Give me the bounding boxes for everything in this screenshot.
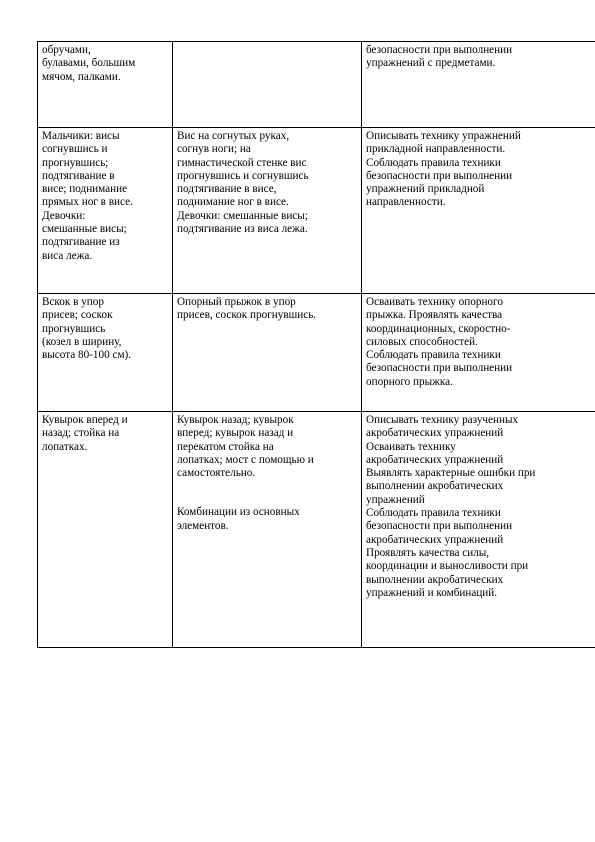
cell-text-line: подтягивание в (42, 169, 115, 182)
table-row (38, 128, 595, 294)
cell-text-line: смешанные висы; (42, 223, 127, 236)
cell-text-line: (козел в ширину, (42, 335, 122, 348)
cell-text-line: прогнувшись (42, 322, 106, 335)
table-cell-exercises (38, 42, 173, 128)
table-cell-content (173, 128, 362, 294)
cell-text-line: булавами, большим (42, 57, 136, 70)
cell-text-line: Кувырок назад; кувырок (177, 414, 294, 426)
cell-text-line: Кувырок вперед и (42, 414, 128, 426)
cell-text-line: безопасности при выполнении (366, 169, 513, 182)
cell-text-line: обручами, (42, 44, 91, 56)
cell-text-line: Опорный прыжок в упор (177, 296, 296, 308)
cell-text-line: безопасности при выполнении (366, 362, 513, 375)
cell-text-line: согнув ноги; на (177, 143, 251, 156)
cell-text-line: Вис на согнутых руках, (177, 130, 290, 142)
cell-text-line: Девочки: смешанные висы; (177, 209, 308, 222)
cell-text-line: координационных, скоростно- (366, 322, 511, 335)
cell-text-line: прямых ног в висе. (42, 196, 133, 209)
cell-text-line: Соблюдать правила техники (366, 156, 501, 169)
cell-text-line: опорного прыжка. (366, 375, 453, 388)
cell-text-line: присев; соскок (42, 309, 113, 322)
cell-text-line: Мальчики: висы (42, 130, 120, 142)
cell-text-line: Описывать технику разученных (366, 414, 519, 426)
cell-text-line: акробатических упражнений (366, 427, 504, 440)
cell-text-line: упражнений (366, 493, 425, 506)
cell-text-line: Соблюдать правила техники (366, 349, 501, 362)
cell-text-line: виса лежа. (42, 249, 93, 262)
table-cell-activities (362, 42, 595, 128)
cell-text-line: элементов. (177, 519, 229, 532)
table-cell-content (173, 294, 362, 412)
table-cell-activities (362, 412, 595, 648)
cell-text-line: Комбинации из основных (177, 506, 300, 519)
paragraph-spacer (177, 480, 357, 506)
cell-text-line: подтягивание из (42, 236, 120, 249)
cell-text-line: акробатических упражнений (366, 453, 504, 466)
cell-text-line: силовых способностей. (366, 335, 478, 348)
table-cell-activities (362, 294, 595, 412)
cell-text-line: вперед; кувырок назад и (177, 427, 294, 440)
cell-text-line: Соблюдать правила техники (366, 507, 501, 520)
cell-text-line: перекатом стойка на (177, 440, 274, 453)
cell-text-line: безопасности при выполнении (366, 44, 513, 56)
cell-text-line: Вскок в упор (42, 296, 104, 308)
cell-text-line: висе; поднимание (42, 183, 128, 196)
cell-text-line: Описывать технику упражнений (366, 130, 521, 142)
cell-text-line: гимнастической стенке вис (177, 156, 307, 169)
cell-text-line: лопатках; мост с помощью и (177, 453, 314, 466)
cell-text-line: прогнувшись; (42, 156, 109, 169)
cell-text-line: согнувшись и (42, 143, 108, 156)
cell-text-line: выполнении акробатических (366, 573, 504, 586)
cell-text-line: Выявлять характерные ошибки при (366, 467, 536, 480)
cell-text-line: поднимание ног в висе. (177, 196, 289, 209)
cell-text-line: координации и выносливости при (366, 560, 529, 573)
cell-text-line: прогнувшись и согнувшись (177, 169, 309, 182)
cell-text-line: упражнений с предметами. (366, 57, 496, 70)
cell-text-line: Осваивать технику (366, 440, 456, 453)
table-cell-content (173, 42, 362, 128)
cell-text-line: назад; стойка на (42, 427, 120, 440)
curriculum-table (37, 41, 595, 648)
table-row (38, 294, 595, 412)
cell-text-line: подтягивание в висе, (177, 183, 277, 196)
cell-text-line: подтягивание из виса лежа. (177, 223, 308, 236)
table-cell-activities (362, 128, 595, 294)
cell-text-line: прыжка. Проявлять качества (366, 309, 503, 322)
table-cell-content (173, 412, 362, 648)
cell-text-line: лопатках. (42, 440, 88, 453)
cell-text-line: акробатических упражнений (366, 533, 504, 546)
cell-text-line: безопасности при выполнении (366, 520, 513, 533)
table-cell-exercises (38, 128, 173, 294)
cell-text-line: самостоятельно. (177, 467, 256, 480)
table-row (38, 412, 595, 648)
cell-text-line: Проявлять качества силы, (366, 546, 490, 559)
cell-text-line: Осваивать технику опорного (366, 296, 503, 308)
cell-text-line: высота 80-100 см). (42, 349, 132, 362)
cell-text-line: направленности. (366, 196, 446, 209)
cell-text-line: упражнений прикладной (366, 183, 485, 196)
table-row (38, 42, 595, 128)
cell-text-line: прикладной направленности. (366, 143, 506, 156)
cell-text-line: мячом, палками. (42, 70, 121, 83)
cell-text-line: выполнении акробатических (366, 480, 504, 493)
cell-text-line: Девочки: (42, 209, 86, 222)
cell-text-line: присев, соскок прогнувшись. (177, 309, 317, 322)
table-cell-exercises (38, 294, 173, 412)
table-cell-exercises (38, 412, 173, 648)
cell-text-line: упражнений и комбинаций. (366, 586, 498, 599)
